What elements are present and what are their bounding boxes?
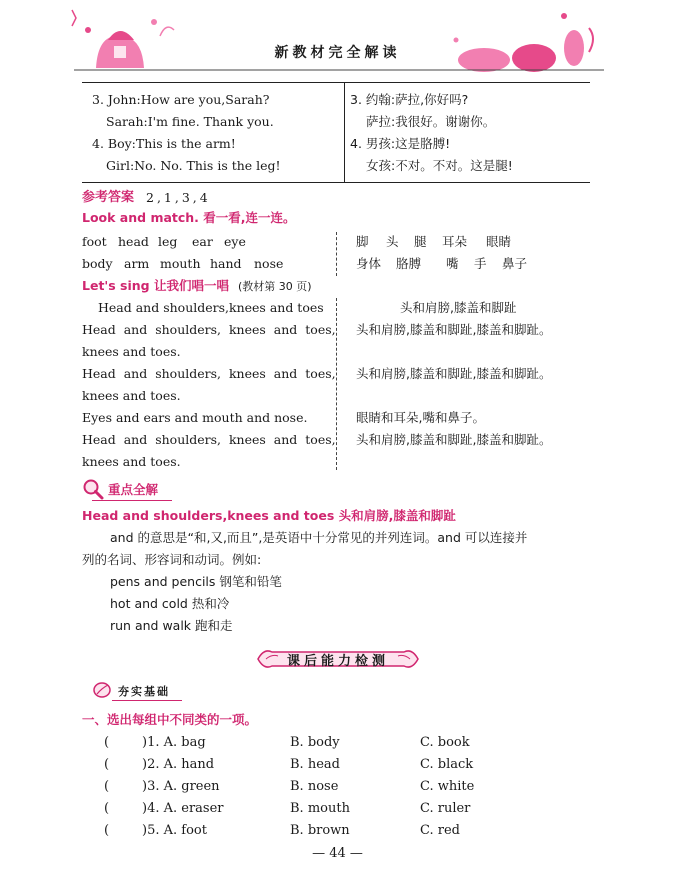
song-en-line: knees and toes. [82,344,181,359]
lets-sing-note: (教材第 30 页) [238,280,312,293]
key-points-underline [92,500,172,501]
example-line: hot and cold 热和冷 [110,596,230,611]
dialogue-en-line: 4. Boy:This is the arm! [92,136,236,151]
dialogue-en-line: 3. John:How are you,Sarah? [92,92,270,107]
answer-blank[interactable]: ( [104,801,110,816]
table-bottom-rule [82,182,590,183]
option-c: C. white [420,779,475,794]
word: arm [124,256,150,271]
song-cn-line: 头和肩膀,膝盖和脚趾,膝盖和脚趾。 [356,366,552,381]
section-subtitle: 夯实基础 [118,685,170,698]
option-a: )2. A. hand [142,757,215,772]
song-cn-line: 头和肩膀,膝盖和脚趾,膝盖和脚趾。 [356,432,552,447]
dialogue-en-line: Sarah:I'm fine. Thank you. [106,114,274,129]
key-points-label: 重点全解 [108,482,159,497]
page-number: — 44 — [312,846,363,861]
option-b: B. head [290,757,340,772]
song-en-line: Head and shoulders, knees and toes, [82,366,336,381]
dialogue-en-line: Girl:No. No. This is the leg! [106,158,281,173]
word: 脚 [356,234,369,249]
magnifier-icon [82,478,104,500]
word: 鼻子 [502,256,528,271]
word: 胳膊 [396,256,422,271]
option-b: B. nose [290,779,339,794]
answer-blank[interactable]: ( [104,823,110,838]
exercise-title: 一、选出每组中不同类的一项。 [82,712,258,727]
song-en-line: Head and shoulders,knees and toes [98,300,324,315]
song-cn-line: 头和肩膀,膝盖和脚趾,膝盖和脚趾。 [356,322,552,337]
example-line: run and walk 跑和走 [110,618,233,633]
option-c: C. black [420,757,474,772]
word: mouth [160,256,201,271]
key-points-para: and 的意思是“和,又,而且”,是英语中十分常见的并列连词。and 可以连接并 [110,530,528,545]
header-decoration [64,0,612,80]
song-en-line: knees and toes. [82,454,181,469]
song-divider [336,298,337,470]
word: 手 [474,256,487,271]
table-top-rule [82,82,590,83]
word: 眼睛 [486,234,512,249]
dialogue-cn-line: 4. 男孩:这是胳膊! [350,136,451,151]
option-c: C. ruler [420,801,471,816]
section-banner-text: 课后能力检测 [286,654,389,669]
look-divider [336,232,337,276]
dialogue-cn-line: 女孩:不对。不对。这是腿! [366,158,513,173]
dialogue-cn-line: 萨拉:我很好。谢谢你。 [366,114,496,129]
option-c: C. red [420,823,460,838]
word: 身体 [356,256,382,271]
answer-label: 参考答案 [82,190,135,205]
word: foot [82,234,107,249]
example-line: pens and pencils 钢笔和铅笔 [110,574,282,589]
leaf-icon [92,680,114,700]
word: 嘴 [446,256,459,271]
key-points-heading: Head and shoulders,knees and toes 头和肩膀,膝盖和脚趾 [82,508,456,523]
answer-blank[interactable]: ( [104,735,110,750]
key-points-para: 列的名词、形容词和动词。例如: [82,552,262,567]
word: nose [254,256,284,271]
word: body [82,256,113,271]
answer-blank[interactable]: ( [104,757,110,772]
header-band [64,0,612,80]
option-a: )4. A. eraser [142,801,224,816]
dialogue-cn-line: 3. 约翰:萨拉,你好吗? [350,92,469,107]
word: 头 [386,234,399,249]
table-divider [344,82,345,182]
word: ear [192,234,213,249]
header-title: 新教材完全解读 [274,45,401,61]
option-b: B. brown [290,823,350,838]
answer-value: 2,1,3,4 [146,190,211,205]
subtitle-underline [112,700,182,701]
word: hand [210,256,242,271]
section-banner [254,644,422,674]
option-a: )5. A. foot [142,823,207,838]
answer-blank[interactable]: ( [104,779,110,794]
word: head [118,234,149,249]
option-b: B. mouth [290,801,350,816]
word: leg [158,234,178,249]
song-en-line: Eyes and ears and mouth and nose. [82,410,308,425]
option-a: )1. A. bag [142,735,206,750]
song-cn-line: 头和肩膀,膝盖和脚趾 [400,300,517,315]
word: eye [224,234,246,249]
option-c: C. book [420,735,470,750]
option-b: B. body [290,735,340,750]
song-en-line: knees and toes. [82,388,181,403]
word: 耳朵 [442,234,468,249]
lets-sing-title: Let's sing 让我们唱一唱 [82,278,229,293]
song-en-line: Head and shoulders, knees and toes, [82,432,336,447]
look-match-title: Look and match. 看一看,连一连。 [82,210,296,225]
option-a: )3. A. green [142,779,220,794]
song-cn-line: 眼睛和耳朵,嘴和鼻子。 [356,410,485,425]
song-en-line: Head and shoulders, knees and toes, [82,322,336,337]
word: 腿 [414,234,427,249]
